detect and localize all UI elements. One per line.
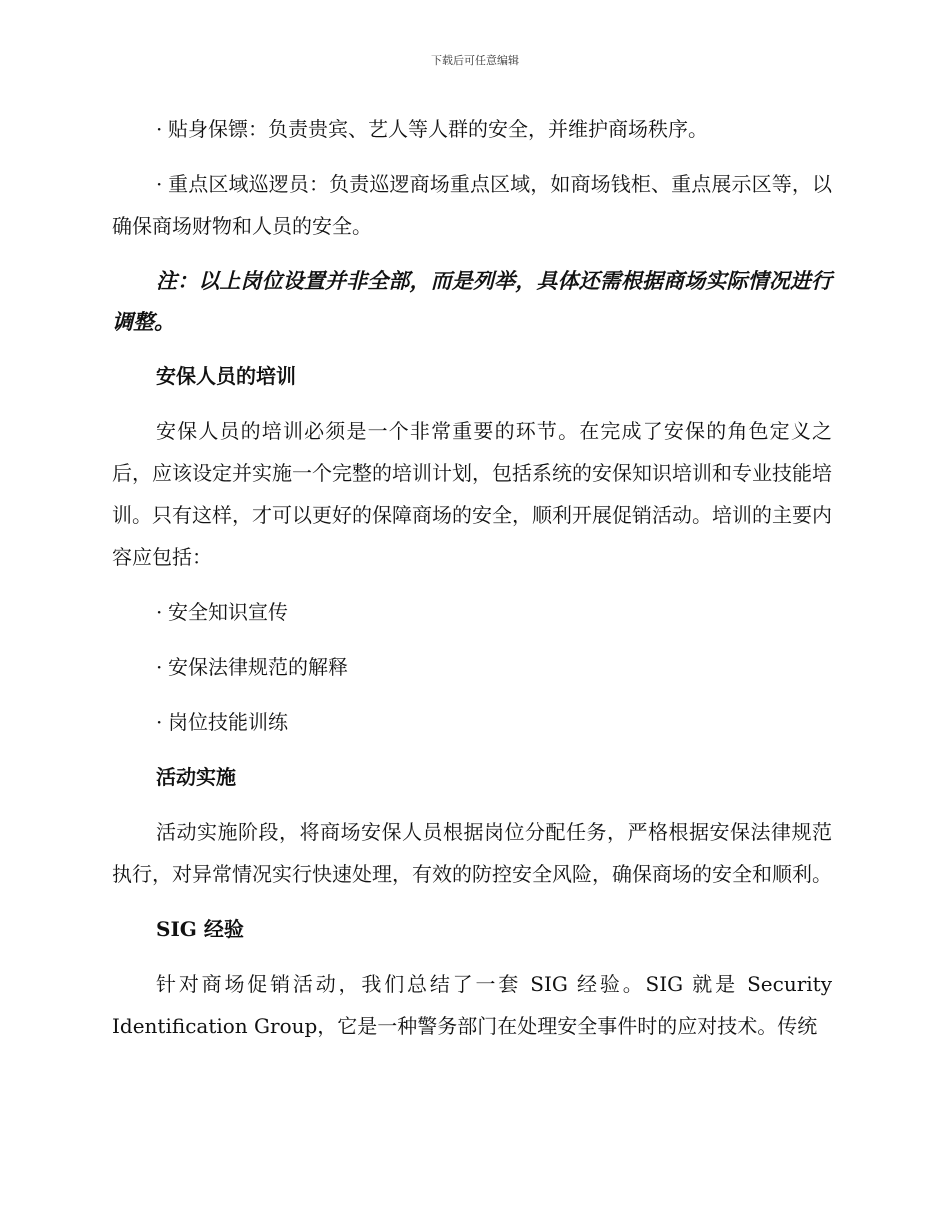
page-header: 下载后可任意编辑: [431, 54, 519, 67]
bullet-text: 贴身保镖：负责贵宾、艺人等人群的安全，并维护商场秩序。: [168, 117, 708, 141]
bullet-item-patrol: [112, 163, 832, 247]
implementation-paragraph: 活动实施阶段，将商场安保人员根据岗位分配任务，严格根据安保法律规范执行，对异常情况实行快速处理，有效的防控安全风险，确保商场的安全和顺利。: [112, 820, 832, 886]
bullet-text: 重点区域巡逻员：负责巡逻商场重点区域，如商场钱柜、重点展示区等，以确保商场财物和人员的安全。: [112, 172, 832, 238]
bullet-item-bodyguard: [112, 108, 832, 150]
section-heading-sig: SIG 经验: [156, 917, 244, 941]
bullet-text: 安保法律规范的解释: [168, 655, 348, 679]
note-paragraph: 注：以上岗位设置并非全部，而是列举，具体还需根据商场实际情况进行调整。: [112, 268, 832, 334]
bullet-item-training-1: [112, 591, 832, 633]
section-heading-implementation: 活动实施: [156, 765, 236, 789]
document-body: [112, 108, 832, 1047]
bullet-dot: ·: [156, 117, 163, 141]
bullet-text: 岗位技能训练: [168, 710, 288, 734]
bullet-text: 安全知识宣传: [168, 600, 288, 624]
sig-paragraph: 针对商场促销活动，我们总结了一套 SIG 经验。SIG 就是 Security Identification Group，它是一种警务部门在处理安全事件时的应对技术。传统: [112, 972, 832, 1038]
bullet-item-training-2: [112, 646, 832, 688]
bullet-dot: ·: [156, 655, 163, 679]
bullet-item-training-3: [112, 701, 832, 743]
bullet-dot: ·: [156, 710, 163, 734]
bullet-dot: ·: [156, 172, 163, 196]
bullet-dot: ·: [156, 600, 163, 624]
section-heading-training: 安保人员的培训: [156, 364, 296, 388]
training-paragraph: 安保人员的培训必须是一个非常重要的环节。在完成了安保的角色定义之后，应该设定并实施一个完整的培训计划，包括系统的安保知识培训和专业技能培训。只有这样，才可以更好的保障商场的安全，顺利开展促销活动。培训的主要内容应包括：: [112, 419, 832, 569]
